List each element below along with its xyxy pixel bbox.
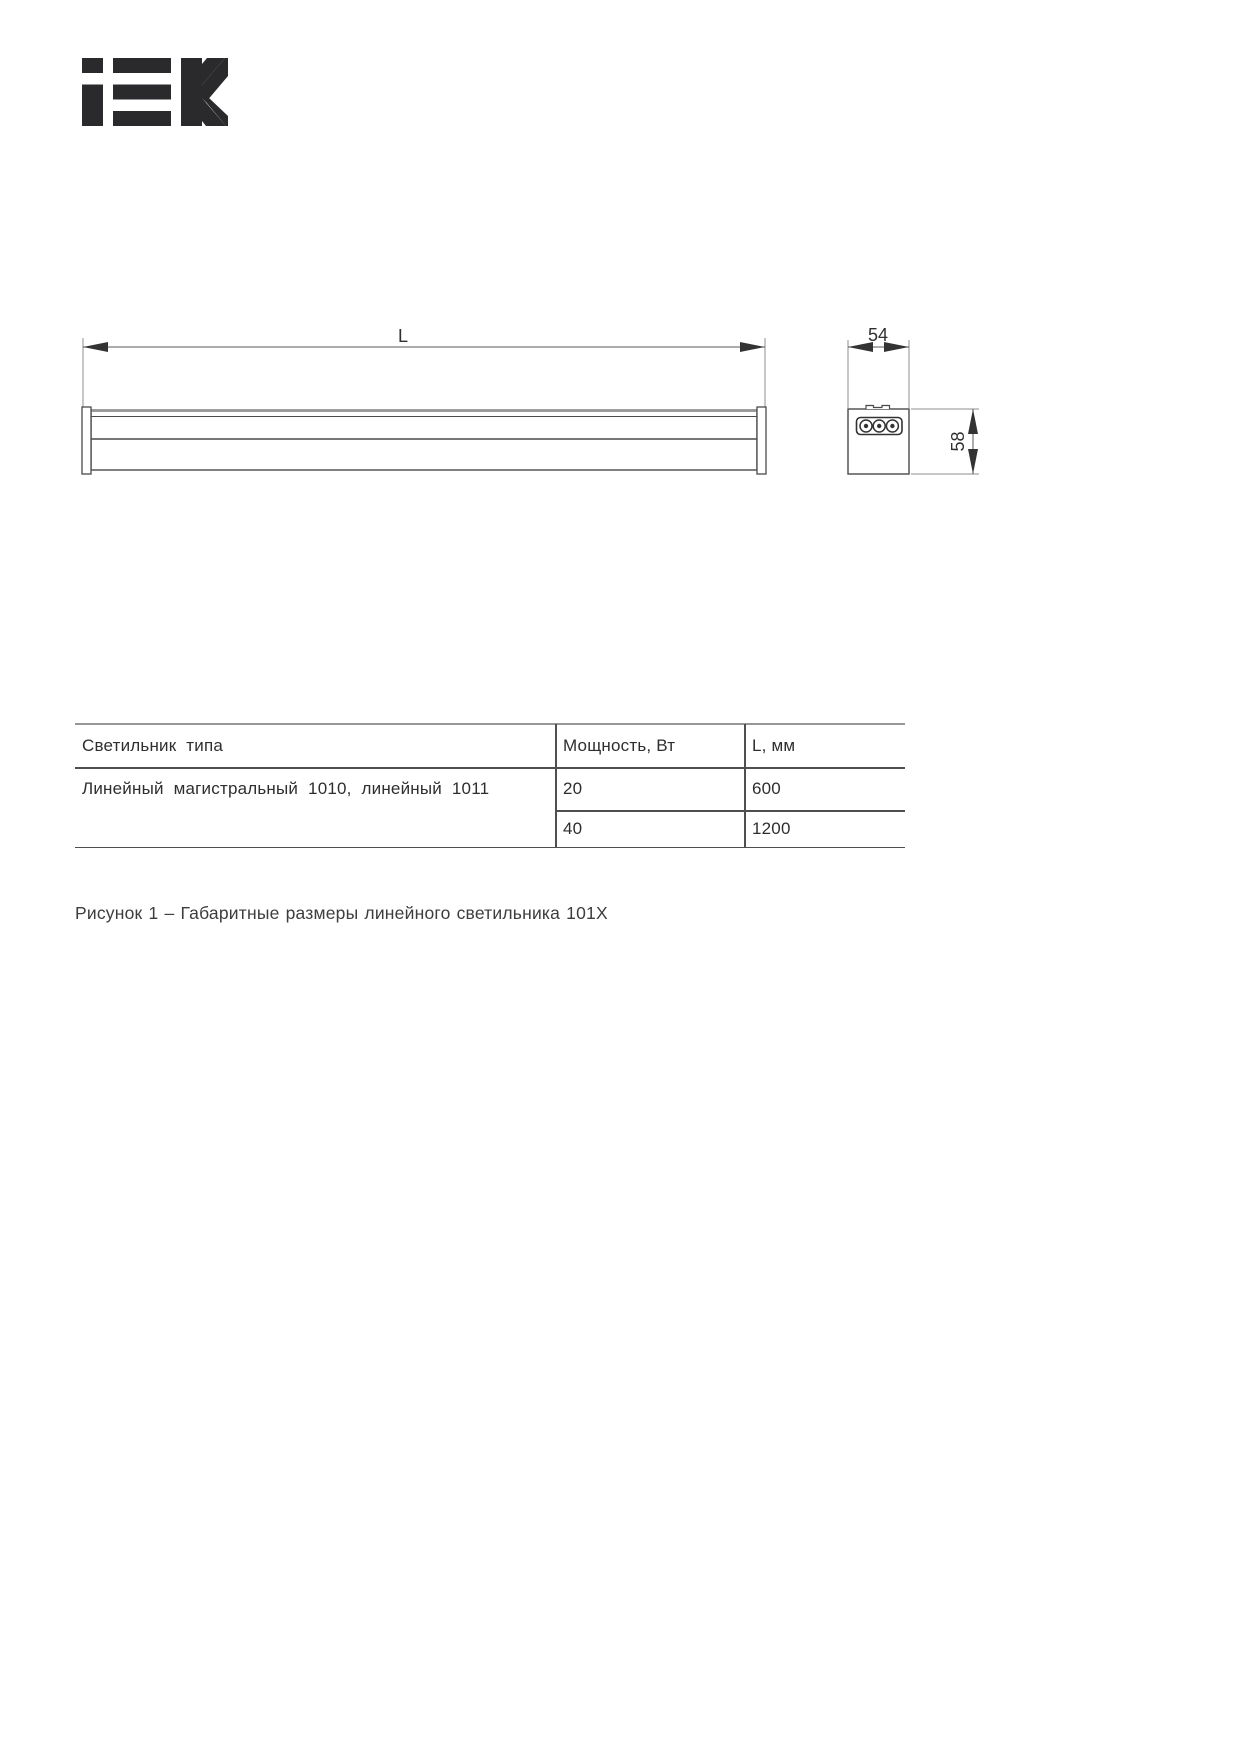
table-row	[75, 812, 905, 846]
table-border-bottom	[75, 847, 905, 849]
logo-e-bar	[113, 58, 171, 73]
logo-e-bar	[113, 111, 171, 126]
col-header-power: Мощность, Вт	[563, 736, 676, 755]
cell-power: 40	[563, 819, 583, 838]
arrowhead-down	[968, 449, 978, 474]
figure-caption: Рисунок 1 – Габаритные размеры линейного светильника 101Х	[75, 903, 608, 923]
connector-pin	[890, 424, 894, 428]
dimension-label-58: 58	[948, 431, 968, 452]
logo-e-bar	[113, 85, 171, 100]
logo-k-stem	[181, 58, 202, 126]
arrowhead-up	[968, 409, 978, 434]
cell-length: 1200	[752, 819, 791, 838]
iek-logo	[82, 58, 228, 126]
dimension-label-L: L	[397, 326, 409, 346]
cell-type: Линейный магистральный 1010, линейный 1011	[82, 779, 490, 798]
cell-type	[82, 812, 548, 846]
connector-pin	[877, 424, 881, 428]
table-row	[75, 769, 905, 809]
mounting-notch	[866, 406, 890, 410]
connector-pin	[864, 424, 868, 428]
logo-i-stem	[82, 85, 103, 127]
col-header-length: L, мм	[752, 736, 796, 755]
cell-length: 600	[752, 779, 781, 798]
table-header-row	[75, 725, 905, 767]
arrowhead-right	[740, 342, 765, 352]
side-view	[848, 325, 979, 474]
col-header-type: Светильник типа	[82, 736, 224, 755]
dimension-drawing	[0, 260, 1050, 500]
cell-power: 20	[563, 779, 583, 798]
end-cap-left	[82, 407, 91, 474]
logo-i-dot	[82, 58, 103, 73]
luminaire-body	[91, 410, 757, 470]
arrowhead-left	[83, 342, 108, 352]
dimension-label-54: 54	[867, 325, 889, 345]
front-view	[82, 326, 766, 474]
spec-table	[75, 723, 905, 848]
end-cap-right	[757, 407, 766, 474]
